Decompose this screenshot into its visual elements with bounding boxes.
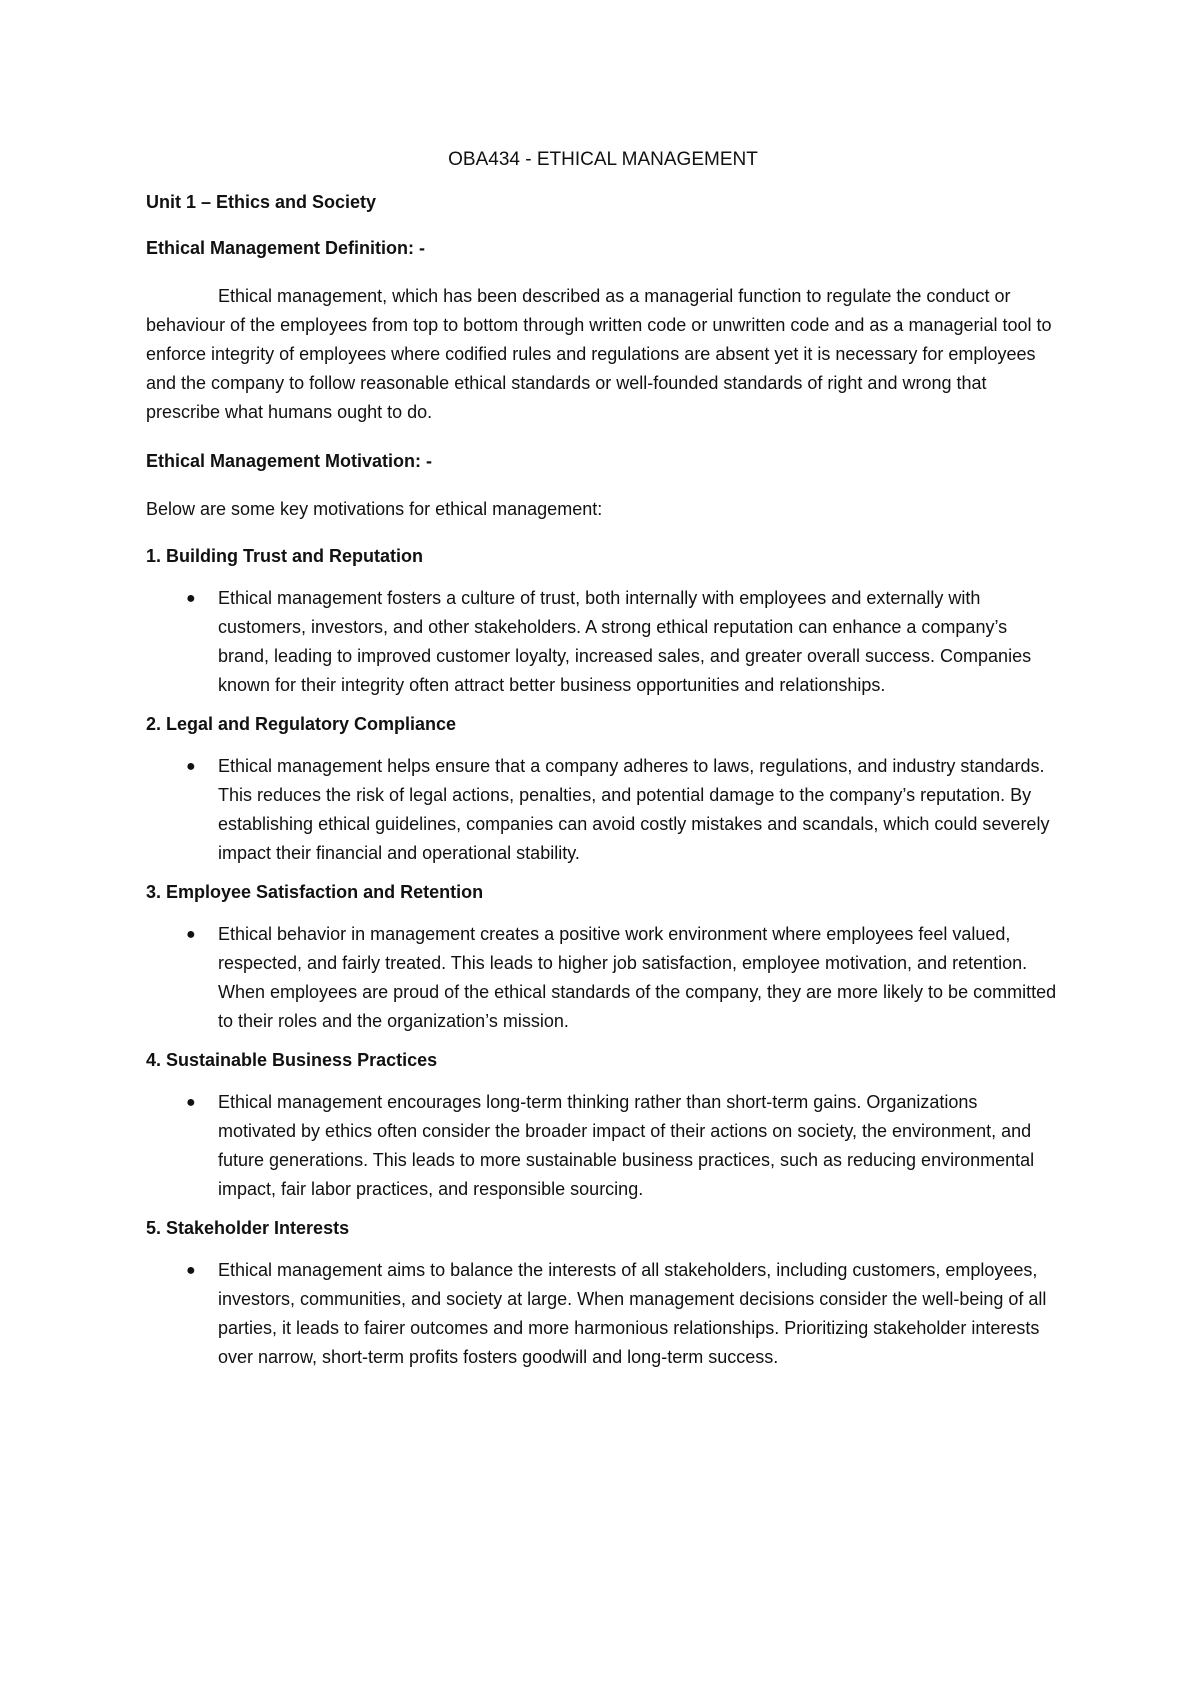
list-item-text: Ethical management fosters a culture of trust, both internally with employees and externally with customers, investors, and other stakeholders. A strong ethical reputation can enhance a company’s brand, leading to improved customer loyalty, increased sales, and greater overall success. Companies known for their integrity often attract better business opportunities and relationships. [218,588,1032,695]
section-heading-5: 5. Stakeholder Interests [146,1218,350,1238]
list-item-text: Ethical management helps ensure that a company adheres to laws, regulations, and industry standards. This reduces the risk of legal actions, penalties, and potential damage to the company’s reputation. By establishing ethical guidelines, companies can avoid costly mistakes and scandals, which could severely impact their financial and operational stability. [218,756,1050,863]
list-item [146,1088,1060,1204]
section-heading-3: 3. Employee Satisfaction and Retention [146,882,484,902]
motivation-intro: Below are some key motivations for ethical management: [146,499,603,519]
bullet-icon: ● [186,1262,196,1279]
bullet-icon: ● [186,926,196,943]
section-list-5 [146,1256,1060,1372]
motivation-heading: Ethical Management Motivation: - [146,451,433,471]
definition-heading: Ethical Management Definition: - [146,238,426,258]
bullet-icon: ● [186,1094,196,1111]
section-list-4 [146,1088,1060,1204]
section-heading-1: 1. Building Trust and Reputation [146,546,423,566]
list-item [146,1256,1060,1372]
unit-heading: Unit 1 – Ethics and Society [146,192,377,212]
list-item [146,920,1060,1036]
bullet-icon: ● [186,758,196,775]
section-heading-2: 2. Legal and Regulatory Compliance [146,714,457,734]
section-list-3 [146,920,1060,1036]
section-heading-4: 4. Sustainable Business Practices [146,1050,438,1070]
list-item [146,752,1060,868]
list-item-text: Ethical management encourages long-term thinking rather than short-term gains. Organizations motivated by ethics often consider the broader impact of their actions on society, the environment, and future generations. This leads to more sustainable business practices, such as reducing environmental impact, fair labor practices, and responsible sourcing. [218,1092,1035,1199]
list-item-text: Ethical management aims to balance the interests of all stakeholders, including customers, employees, investors, communities, and society at large. When management decisions consider the well-being of all parties, it leads to fairer outcomes and more harmonious relationships. Prioritizing stakeholder interests over narrow, short-term profits fosters goodwill and long-term success. [218,1260,1047,1367]
section-list-2 [146,752,1060,868]
definition-paragraph: Ethical management, which has been described as a managerial function to regulate the conduct or behaviour of the employees from top to bottom through written code or unwritten code and as a managerial tool to enforce integrity of employees where codified rules and regulations are absent yet it is necessary for employees and the company to follow reasonable ethical standards or well-founded standards of right and wrong that prescribe what humans ought to do. [146,286,1052,422]
section-list-1 [146,584,1060,700]
document-title: OBA434 - ETHICAL MANAGEMENT [448,149,758,170]
list-item-text: Ethical behavior in management creates a positive work environment where employees feel valued, respected, and fairly treated. This leads to higher job satisfaction, employee motivation, and retention. When employees are proud of the ethical standards of the company, they are more likely to be committed to their roles and the organization’s mission. [218,924,1057,1031]
bullet-icon: ● [186,590,196,607]
list-item [146,584,1060,700]
